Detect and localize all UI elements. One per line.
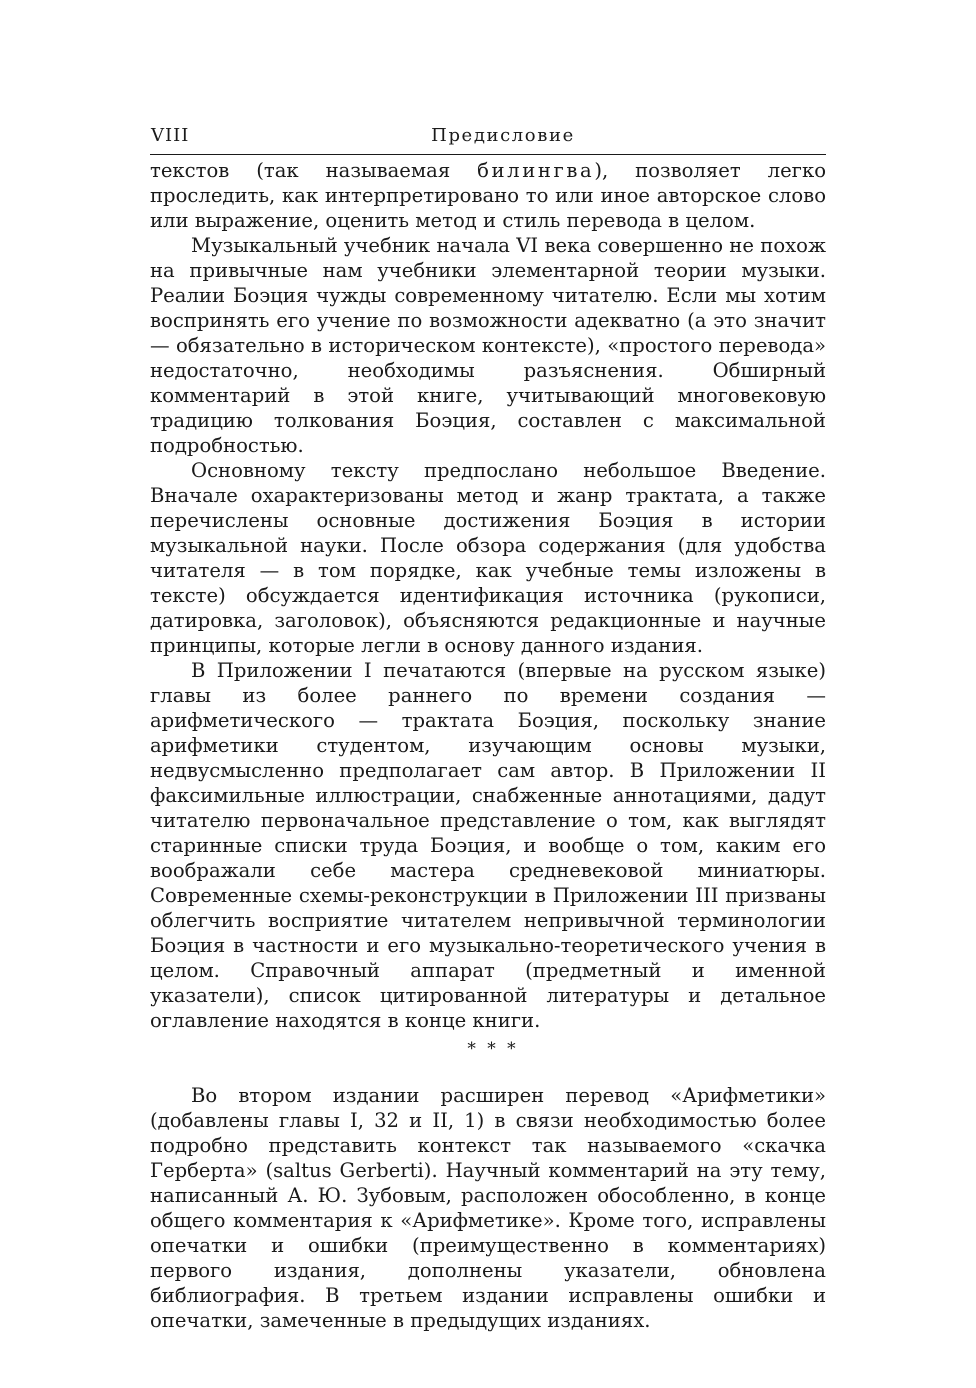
page (150, 124, 826, 1333)
paragraph-4: В Приложении I печатаются (впервые на русском языке) главы из более раннего по времени создания — арифметического — трактата Боэция, поскольку знание арифметики студентом, изучающим основы музыки, недвусмысленно предполагает сам автор. В Приложении II факсимильные иллюстрации, снабженные аннотациями, дадут читателю первоначальное представление о том, как выглядят старинные списки труда Боэция, и вообще о том, каким его воображали себе мастера средневековой миниатюры. Современные схемы-реконструкции в Приложении III призваны облегчить восприятие читателем непривычной терминологии Боэция в частности и его музыкально-теоретического учения в целом. Справочный аппарат (предметный и именной указатели), список цитированной литературы и детальное оглавление находятся в конце книги. (150, 659, 826, 1032)
running-title: Предисловие (431, 125, 575, 146)
paragraph-2: Музыкальный учебник начала VI века совершенно не похож на привычные нам учебники элементарной теории музыки. Реалии Боэция чужды современному читателю. Если мы хотим воспринять его учение по возможности адекватно (а это значит — обязательно в историческом контексте), «простого перевода» недостаточно, необходимы разъяснения. Обширный комментарий в этой книге, учитывающий многовековую традицию толкования Боэция, составлен с максимальной подробностью. (150, 234, 826, 457)
body-text (150, 158, 826, 1333)
emphasized-term: билингва (477, 159, 595, 182)
paragraph-1-end: ), позволяет легко проследить, как интерпретировано то или иное авторское слово или выражение, оценить метод и стиль перевода в целом. (150, 159, 826, 232)
paragraph-1 (150, 158, 826, 233)
paragraph-1-start: текстов (так называемая (150, 159, 478, 182)
page-number: VIII (151, 125, 190, 146)
paragraph-3: Основному тексту предпослано небольшое Введение. Вначале охарактеризованы метод и жанр трактата, а также перечислены основные достижения Боэция в истории музыкальной науки. После обзора содержания (для удобства читателя — в том порядке, как учебные темы изложены в тексте) обсуждается идентификация источника (рукописи, датировка, заголовок), объясняются редакционные и научные принципы, которые легли в основу данного издания. (150, 459, 826, 657)
paragraph-5: Во втором издании расширен перевод «Арифметики» (добавлены главы I, 32 и II, 1) в связи необходимостью более подробно представить контекст так называемого «скачка Герберта» (saltus Gerberti). Научный комментарий на эту тему, написанный А. Ю. Зубовым, расположен обособленно, в конце общего комментария к «Арифметике». Кроме того, исправлены опечатки и ошибки (преимущественно в комментариях) первого издания, дополнены указатели, обновлена библиография. В третьем издании исправлены ошибки и опечатки, замеченные в предыдущих изданиях. (150, 1084, 826, 1332)
running-head (150, 124, 826, 155)
section-separator: * * * (467, 1039, 519, 1059)
